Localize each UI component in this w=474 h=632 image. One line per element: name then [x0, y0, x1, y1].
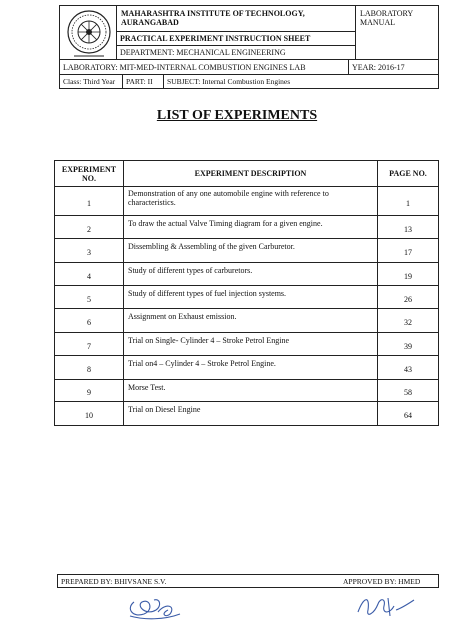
table-row-number-cell — [54, 186, 124, 216]
page-number: 64 — [404, 411, 412, 420]
table-row-page-cell — [377, 285, 439, 309]
table-row-page-cell — [377, 355, 439, 380]
table-row-description-cell — [123, 186, 378, 216]
page-number: 19 — [404, 272, 412, 281]
footer-bar — [57, 574, 439, 588]
table-row-page-cell — [377, 186, 439, 216]
sheet-title-cell — [116, 31, 356, 46]
prepared-by-signature — [124, 590, 184, 622]
institute-name-line2: AURANGABAD — [121, 18, 179, 27]
experiment-description: Assignment on Exhaust emission. — [128, 312, 237, 321]
class-cell — [59, 74, 123, 89]
page-title: LIST OF EXPERIMENTS — [156, 108, 318, 123]
table-row-number-cell — [54, 285, 124, 309]
table-row-number-cell — [54, 238, 124, 263]
experiment-description: Dissembling & Assembling of the given Carburetor. — [128, 242, 295, 251]
table-row-number-cell — [54, 308, 124, 333]
class: Class: Third Year — [63, 77, 116, 86]
table-row-page-cell — [377, 238, 439, 263]
experiment-description: Study of different types of carburetors. — [128, 266, 253, 275]
table-header-description: EXPERIMENT DESCRIPTION — [123, 160, 378, 187]
table-row-page-cell — [377, 379, 439, 402]
year: YEAR: 2016-17 — [352, 62, 405, 72]
table-row-page-cell — [377, 262, 439, 286]
header-block — [59, 5, 439, 89]
experiment-number: 7 — [87, 342, 91, 351]
page-number: 17 — [404, 248, 412, 257]
table-header-page: PAGE NO. — [377, 160, 439, 187]
manual-line1: LABORATORY — [360, 9, 414, 18]
table-row-description-cell — [123, 285, 378, 309]
logo-cell — [59, 5, 117, 60]
page-number: 58 — [404, 388, 412, 397]
table-row-description-cell — [123, 332, 378, 356]
experiment-number: 6 — [87, 318, 91, 327]
year-cell — [348, 59, 439, 75]
approved-by: APPROVED BY: HMED — [343, 577, 421, 586]
table-row-description-cell — [123, 355, 378, 380]
table-row-page-cell — [377, 401, 439, 426]
experiment-number: 9 — [87, 388, 91, 397]
subject: SUBJECT: Internal Combustion Engines — [167, 77, 291, 86]
laboratory: LABORATORY: MIT-MED-INTERNAL COMBUSTION ENGINES LAB — [63, 62, 306, 72]
experiment-description: Trial on4 – Cylinder 4 – Stroke Petrol Engine. — [128, 359, 276, 368]
table-row-description-cell — [123, 401, 378, 426]
department: DEPARTMENT: MECHANICAL ENGINEERING — [120, 48, 286, 57]
table-row-page-cell — [377, 332, 439, 356]
table-row-page-cell — [377, 215, 439, 239]
experiment-number: 10 — [85, 411, 93, 420]
experiment-description: Trial on Single- Cylinder 4 – Stroke Petrol Engine — [128, 336, 290, 345]
experiment-number: 4 — [87, 272, 91, 281]
manual-cell — [355, 5, 439, 60]
table-row-description-cell — [123, 262, 378, 286]
table-row-number-cell — [54, 262, 124, 286]
experiment-description: Trial on Diesel Engine — [128, 405, 201, 414]
table-header-no: EXPERIMENT NO. — [54, 160, 124, 187]
table-row-description-cell — [123, 379, 378, 402]
experiment-description: Study of different types of fuel injection systems. — [128, 289, 287, 298]
page-number: 32 — [404, 318, 412, 327]
table-row-description-cell — [123, 215, 378, 239]
page-number: 1 — [406, 199, 410, 208]
experiment-description: Demonstration of any one automobile engine with reference to characteristics. — [128, 189, 329, 207]
table-row-number-cell — [54, 401, 124, 426]
institute-name-line1: MAHARASHTRA INSTITUTE OF TECHNOLOGY, — [121, 9, 305, 18]
table-row-description-cell — [123, 238, 378, 263]
page-number: 43 — [404, 365, 412, 374]
approved-by-signature — [350, 590, 420, 622]
sheet-title: PRACTICAL EXPERIMENT INSTRUCTION SHEET — [120, 34, 311, 43]
manual-line2: MANUAL — [360, 18, 396, 27]
experiment-number: 5 — [87, 295, 91, 304]
laboratory-cell — [59, 59, 349, 75]
experiment-description: Morse Test. — [128, 383, 166, 392]
institute-logo-icon — [61, 7, 117, 60]
experiment-number: 8 — [87, 365, 91, 374]
page-number: 26 — [404, 295, 412, 304]
table-row-number-cell — [54, 332, 124, 356]
institute-name-cell — [116, 5, 356, 32]
experiment-number: 2 — [87, 225, 91, 234]
part-cell — [122, 74, 164, 89]
prepared-by: PREPARED BY: BHIVSANE S.V. — [61, 577, 167, 586]
page-number: 39 — [404, 342, 412, 351]
experiment-number: 3 — [87, 248, 91, 257]
experiment-number: 1 — [87, 199, 91, 208]
experiment-description: To draw the actual Valve Timing diagram for a given engine. — [128, 219, 323, 228]
department-cell — [116, 45, 356, 60]
experiments-table — [54, 160, 439, 431]
page-number: 13 — [404, 225, 412, 234]
table-row-number-cell — [54, 379, 124, 402]
table-row-description-cell — [123, 308, 378, 333]
table-row-number-cell — [54, 355, 124, 380]
part: PART: II — [126, 77, 153, 86]
table-row-page-cell — [377, 308, 439, 333]
table-row-number-cell — [54, 215, 124, 239]
subject-cell — [163, 74, 439, 89]
